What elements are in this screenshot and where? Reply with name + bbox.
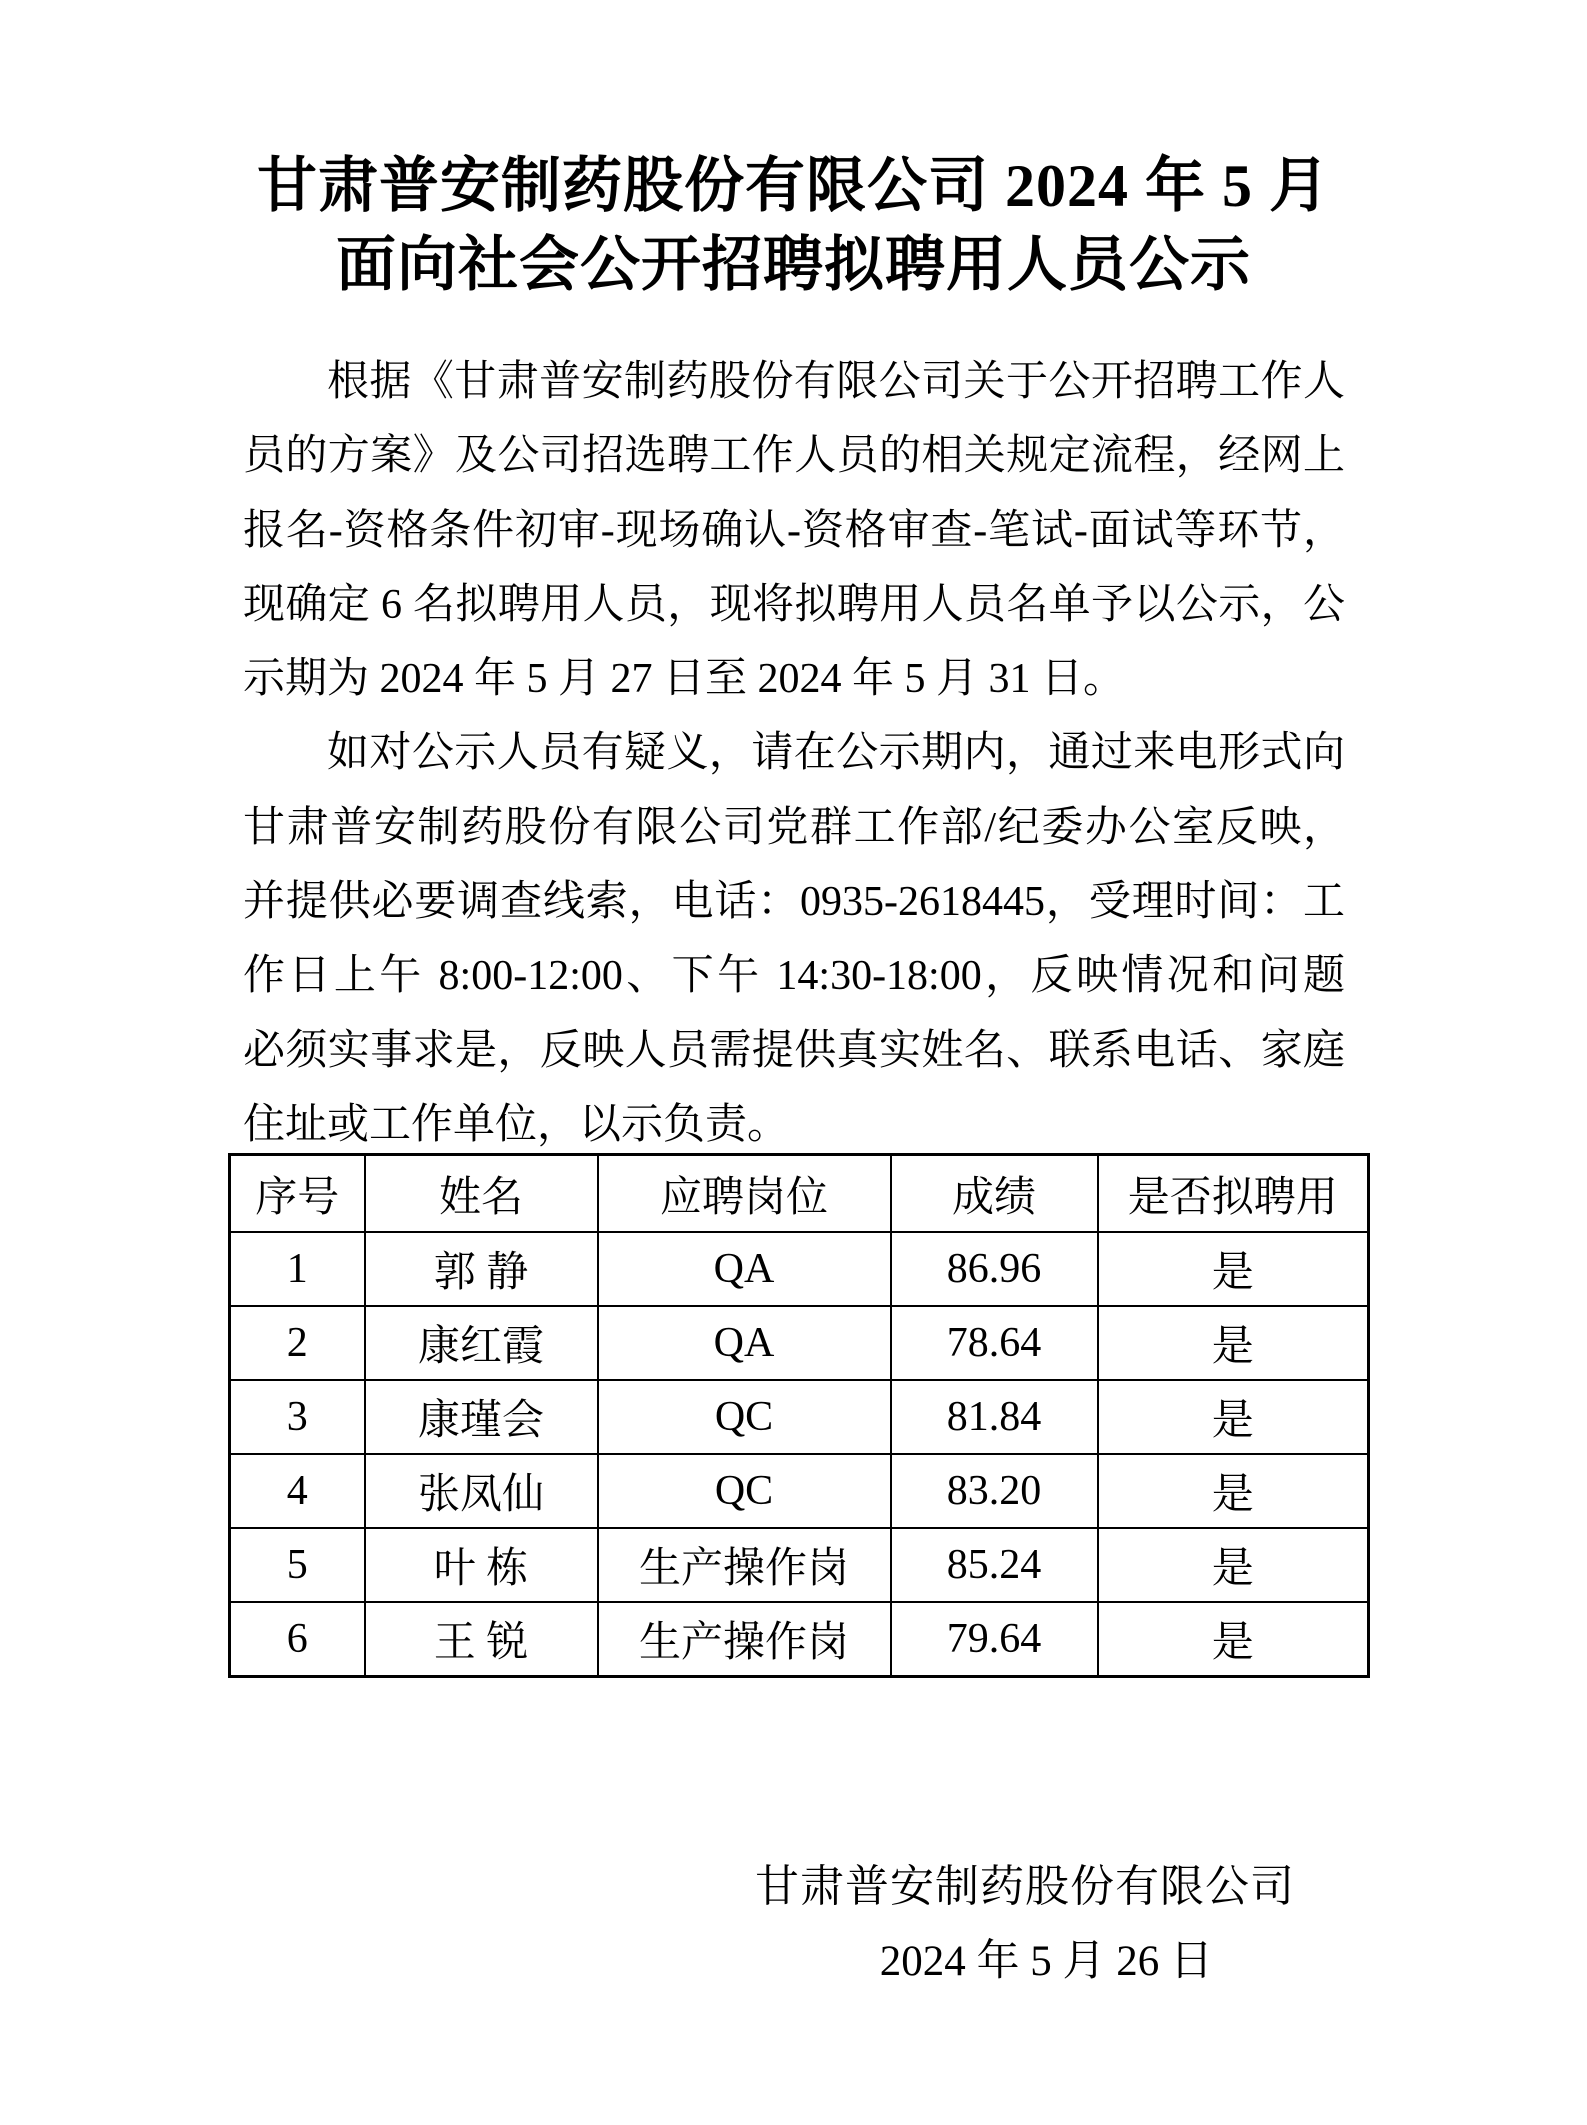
cell-position: 生产操作岗	[598, 1602, 891, 1677]
text-line: 甘肃普安制药股份有限公司党群工作部/纪委办公室反映，	[243, 804, 1345, 851]
cell-index: 6	[230, 1602, 365, 1677]
cell-name: 叶 栋	[365, 1528, 598, 1602]
table-row	[230, 1306, 1369, 1380]
table-row	[230, 1380, 1369, 1454]
title-line-2: 面向社会公开招聘拟聘用人员公示	[336, 232, 1251, 298]
text-line: 住址或工作单位，以示负责。	[243, 1101, 790, 1148]
cell-score: 81.84	[891, 1380, 1098, 1454]
text-line: 如对公示人员有疑义，请在公示期内，通过来电形式向	[327, 730, 1345, 777]
signature-date: 2024 年 5 月 26 日	[879, 1938, 1213, 1985]
cell-position: 生产操作岗	[598, 1528, 891, 1602]
cell-index: 2	[230, 1306, 365, 1380]
cell-index: 1	[230, 1232, 365, 1306]
column-header-score: 成绩	[891, 1155, 1098, 1233]
cell-name: 张凤仙	[365, 1454, 598, 1528]
cell-score: 86.96	[891, 1232, 1098, 1306]
cell-hired: 是	[1098, 1602, 1369, 1677]
cell-position: QA	[598, 1306, 891, 1380]
paragraph-2	[243, 716, 1345, 1162]
text-line: 必须实事求是，反映人员需提供真实姓名、联系电话、家庭	[243, 1027, 1345, 1074]
cell-name: 王 锐	[365, 1602, 598, 1677]
text-line: 示期为 2024 年 5 月 27 日至 2024 年 5 月 31 日。	[243, 656, 1126, 703]
cell-name: 康瑾会	[365, 1380, 598, 1454]
text-line: 员的方案》及公司招选聘工作人员的相关规定流程，经网上	[243, 433, 1345, 480]
title-line-1: 甘肃普安制药股份有限公司 2024 年 5 月	[257, 153, 1330, 219]
cell-score: 79.64	[891, 1602, 1098, 1677]
cell-hired: 是	[1098, 1528, 1369, 1602]
column-header-name: 姓名	[365, 1155, 598, 1233]
paragraph-1	[243, 345, 1345, 716]
table-row	[230, 1454, 1369, 1528]
text-line: 作日上午 8:00-12:00、下午 14:30-18:00，反映情况和问题	[243, 953, 1345, 1000]
column-header-hired: 是否拟聘用	[1098, 1155, 1369, 1233]
table-row	[230, 1528, 1369, 1602]
signature-company: 甘肃普安制药股份有限公司	[755, 1862, 1295, 1911]
document-body	[243, 345, 1345, 1162]
cell-hired: 是	[1098, 1232, 1369, 1306]
table-header-row	[230, 1155, 1369, 1233]
candidates-table	[228, 1153, 1370, 1678]
text-line: 并提供必要调查线索，电话：0935-2618445，受理时间：工	[243, 879, 1345, 926]
cell-index: 3	[230, 1380, 365, 1454]
table-row	[230, 1232, 1369, 1306]
cell-position: QA	[598, 1232, 891, 1306]
cell-position: QC	[598, 1454, 891, 1528]
cell-hired: 是	[1098, 1380, 1369, 1454]
cell-index: 5	[230, 1528, 365, 1602]
text-line: 报名-资格条件初审-现场确认-资格审查-笔试-面试等环节，	[243, 507, 1345, 554]
column-header-index: 序号	[230, 1155, 365, 1233]
cell-position: QC	[598, 1380, 891, 1454]
cell-hired: 是	[1098, 1306, 1369, 1380]
table-row	[230, 1602, 1369, 1677]
document-title	[0, 147, 1587, 305]
column-header-position: 应聘岗位	[598, 1155, 891, 1233]
cell-score: 85.24	[891, 1528, 1098, 1602]
cell-name: 康红霞	[365, 1306, 598, 1380]
cell-name: 郭 静	[365, 1232, 598, 1306]
cell-index: 4	[230, 1454, 365, 1528]
text-line: 现确定 6 名拟聘用人员，现将拟聘用人员名单予以公示，公	[243, 581, 1345, 628]
cell-score: 83.20	[891, 1454, 1098, 1528]
cell-score: 78.64	[891, 1306, 1098, 1380]
text-line: 根据《甘肃普安制药股份有限公司关于公开招聘工作人	[327, 359, 1345, 405]
cell-hired: 是	[1098, 1454, 1369, 1528]
